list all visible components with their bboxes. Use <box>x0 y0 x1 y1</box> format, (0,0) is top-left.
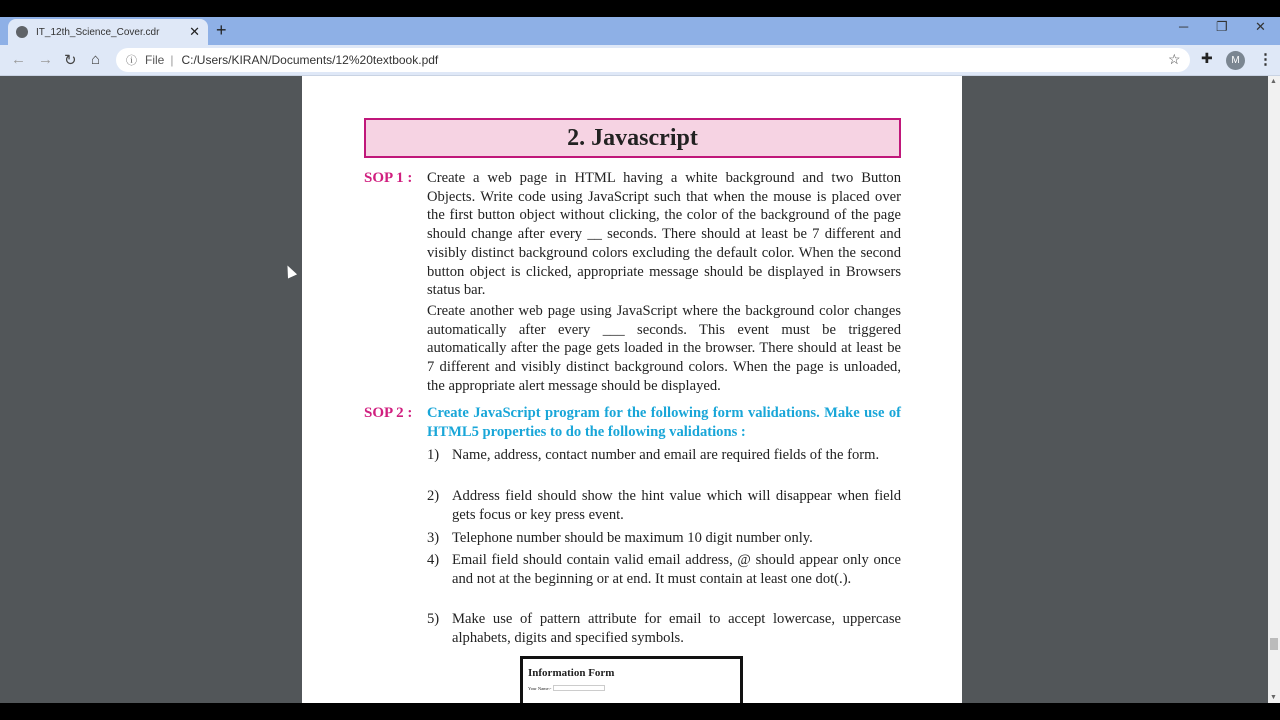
list-item <box>427 529 901 548</box>
home-button[interactable]: ⌂ <box>91 51 101 68</box>
browser-tab[interactable] <box>8 19 208 45</box>
extensions-puzzle-icon[interactable]: ✚ <box>1201 50 1213 66</box>
item-number: 1) <box>427 447 440 463</box>
sop2-label: SOP 2 : <box>364 405 413 421</box>
item-text: Email field should contain valid email address, @ should appear only once and not at the beginning or at end. It must contain at least one dot(.). <box>452 552 901 587</box>
url-text[interactable]: C:/Users/KIRAN/Documents/12%20textbook.pdf <box>181 53 439 67</box>
item-text: Make use of pattern attribute for email to accept lowercase, uppercase alphabets, digits and specified symbols. <box>452 611 901 646</box>
item-text: Telephone number should be maximum 10 digit number only. <box>452 530 813 546</box>
new-tab-button[interactable]: + <box>216 20 227 40</box>
vertical-scrollbar[interactable] <box>1268 76 1280 703</box>
globe-icon <box>16 26 28 38</box>
list-item <box>427 551 901 588</box>
scroll-up-arrow-icon[interactable]: ▲ <box>1270 78 1277 85</box>
more-menu-icon[interactable]: ⋮ <box>1258 51 1273 68</box>
close-tab-icon[interactable]: ✕ <box>189 24 200 39</box>
item-text: Name, address, contact number and email are required fields of the form. <box>452 447 880 463</box>
sop1-label: SOP 1 : <box>364 170 413 186</box>
item-number: 4) <box>427 552 440 568</box>
item-number: 3) <box>427 530 440 546</box>
item-number: 5) <box>427 611 440 627</box>
form-title: Information Form <box>528 667 615 679</box>
address-bar[interactable] <box>116 48 1190 72</box>
back-button[interactable]: ← <box>11 51 26 68</box>
form-name-field <box>553 685 605 691</box>
bookmark-star-icon[interactable]: ☆ <box>1168 51 1181 67</box>
list-item <box>427 610 901 647</box>
pdf-viewer <box>0 76 1268 703</box>
url-scheme: File <box>145 53 165 67</box>
chapter-title: 2. Javascript <box>364 118 901 158</box>
forward-button[interactable]: → <box>38 51 53 68</box>
scroll-down-arrow-icon[interactable]: ▼ <box>1270 694 1277 701</box>
list-item <box>427 487 901 524</box>
item-number: 2) <box>427 488 440 504</box>
form-name-label: Your Name:- <box>528 685 552 691</box>
form-name-row <box>528 685 735 691</box>
close-window-button[interactable]: ✕ <box>1255 19 1266 34</box>
tab-title: IT_12th_Science_Cover.cdr <box>36 26 160 38</box>
list-item <box>427 446 901 465</box>
sop1-paragraph-2: Create another web page using JavaScript where the background color changes automatically after every ___ seconds. This event must be triggered automatically after the page gets loaded in the browser. There should at least be 7 different and visibly distinct background colors. When the page is unloaded, the appropriate alert message should be displayed. <box>427 303 901 394</box>
information-form-figure <box>520 656 743 703</box>
screen-border-top <box>0 0 1280 17</box>
screen-border-bottom <box>0 703 1280 720</box>
reload-button[interactable]: ↻ <box>64 52 77 69</box>
tab-strip <box>0 17 1280 45</box>
minimize-button[interactable]: ─ <box>1179 19 1189 34</box>
mouse-cursor-icon <box>283 263 297 278</box>
restore-button[interactable]: ❐ <box>1216 19 1228 34</box>
info-icon[interactable]: ⓘ <box>126 55 137 67</box>
sop1-paragraph-1: Create a web page in HTML having a white background and two Button Objects. Write code using JavaScript such that when the mouse is placed over the first button object without clicking, the color of the background of the page should change after every __ seconds. There should at least be 7 different and visibly distinct background colors excluding the default color. When the second button object is clicked, appropriate message should be displayed in Browsers status bar. <box>427 170 901 299</box>
sop2-heading: Create JavaScript program for the following form validations. Make use of HTML5 properties to do the following validations : <box>427 405 901 440</box>
profile-avatar[interactable]: M <box>1226 51 1245 70</box>
scrollbar-thumb[interactable] <box>1270 638 1278 650</box>
divider: | <box>170 53 174 67</box>
browser-toolbar <box>0 45 1280 76</box>
item-text: Address field should show the hint value which will disappear when field gets focus or key press event. <box>452 488 901 523</box>
pdf-page <box>302 76 962 703</box>
